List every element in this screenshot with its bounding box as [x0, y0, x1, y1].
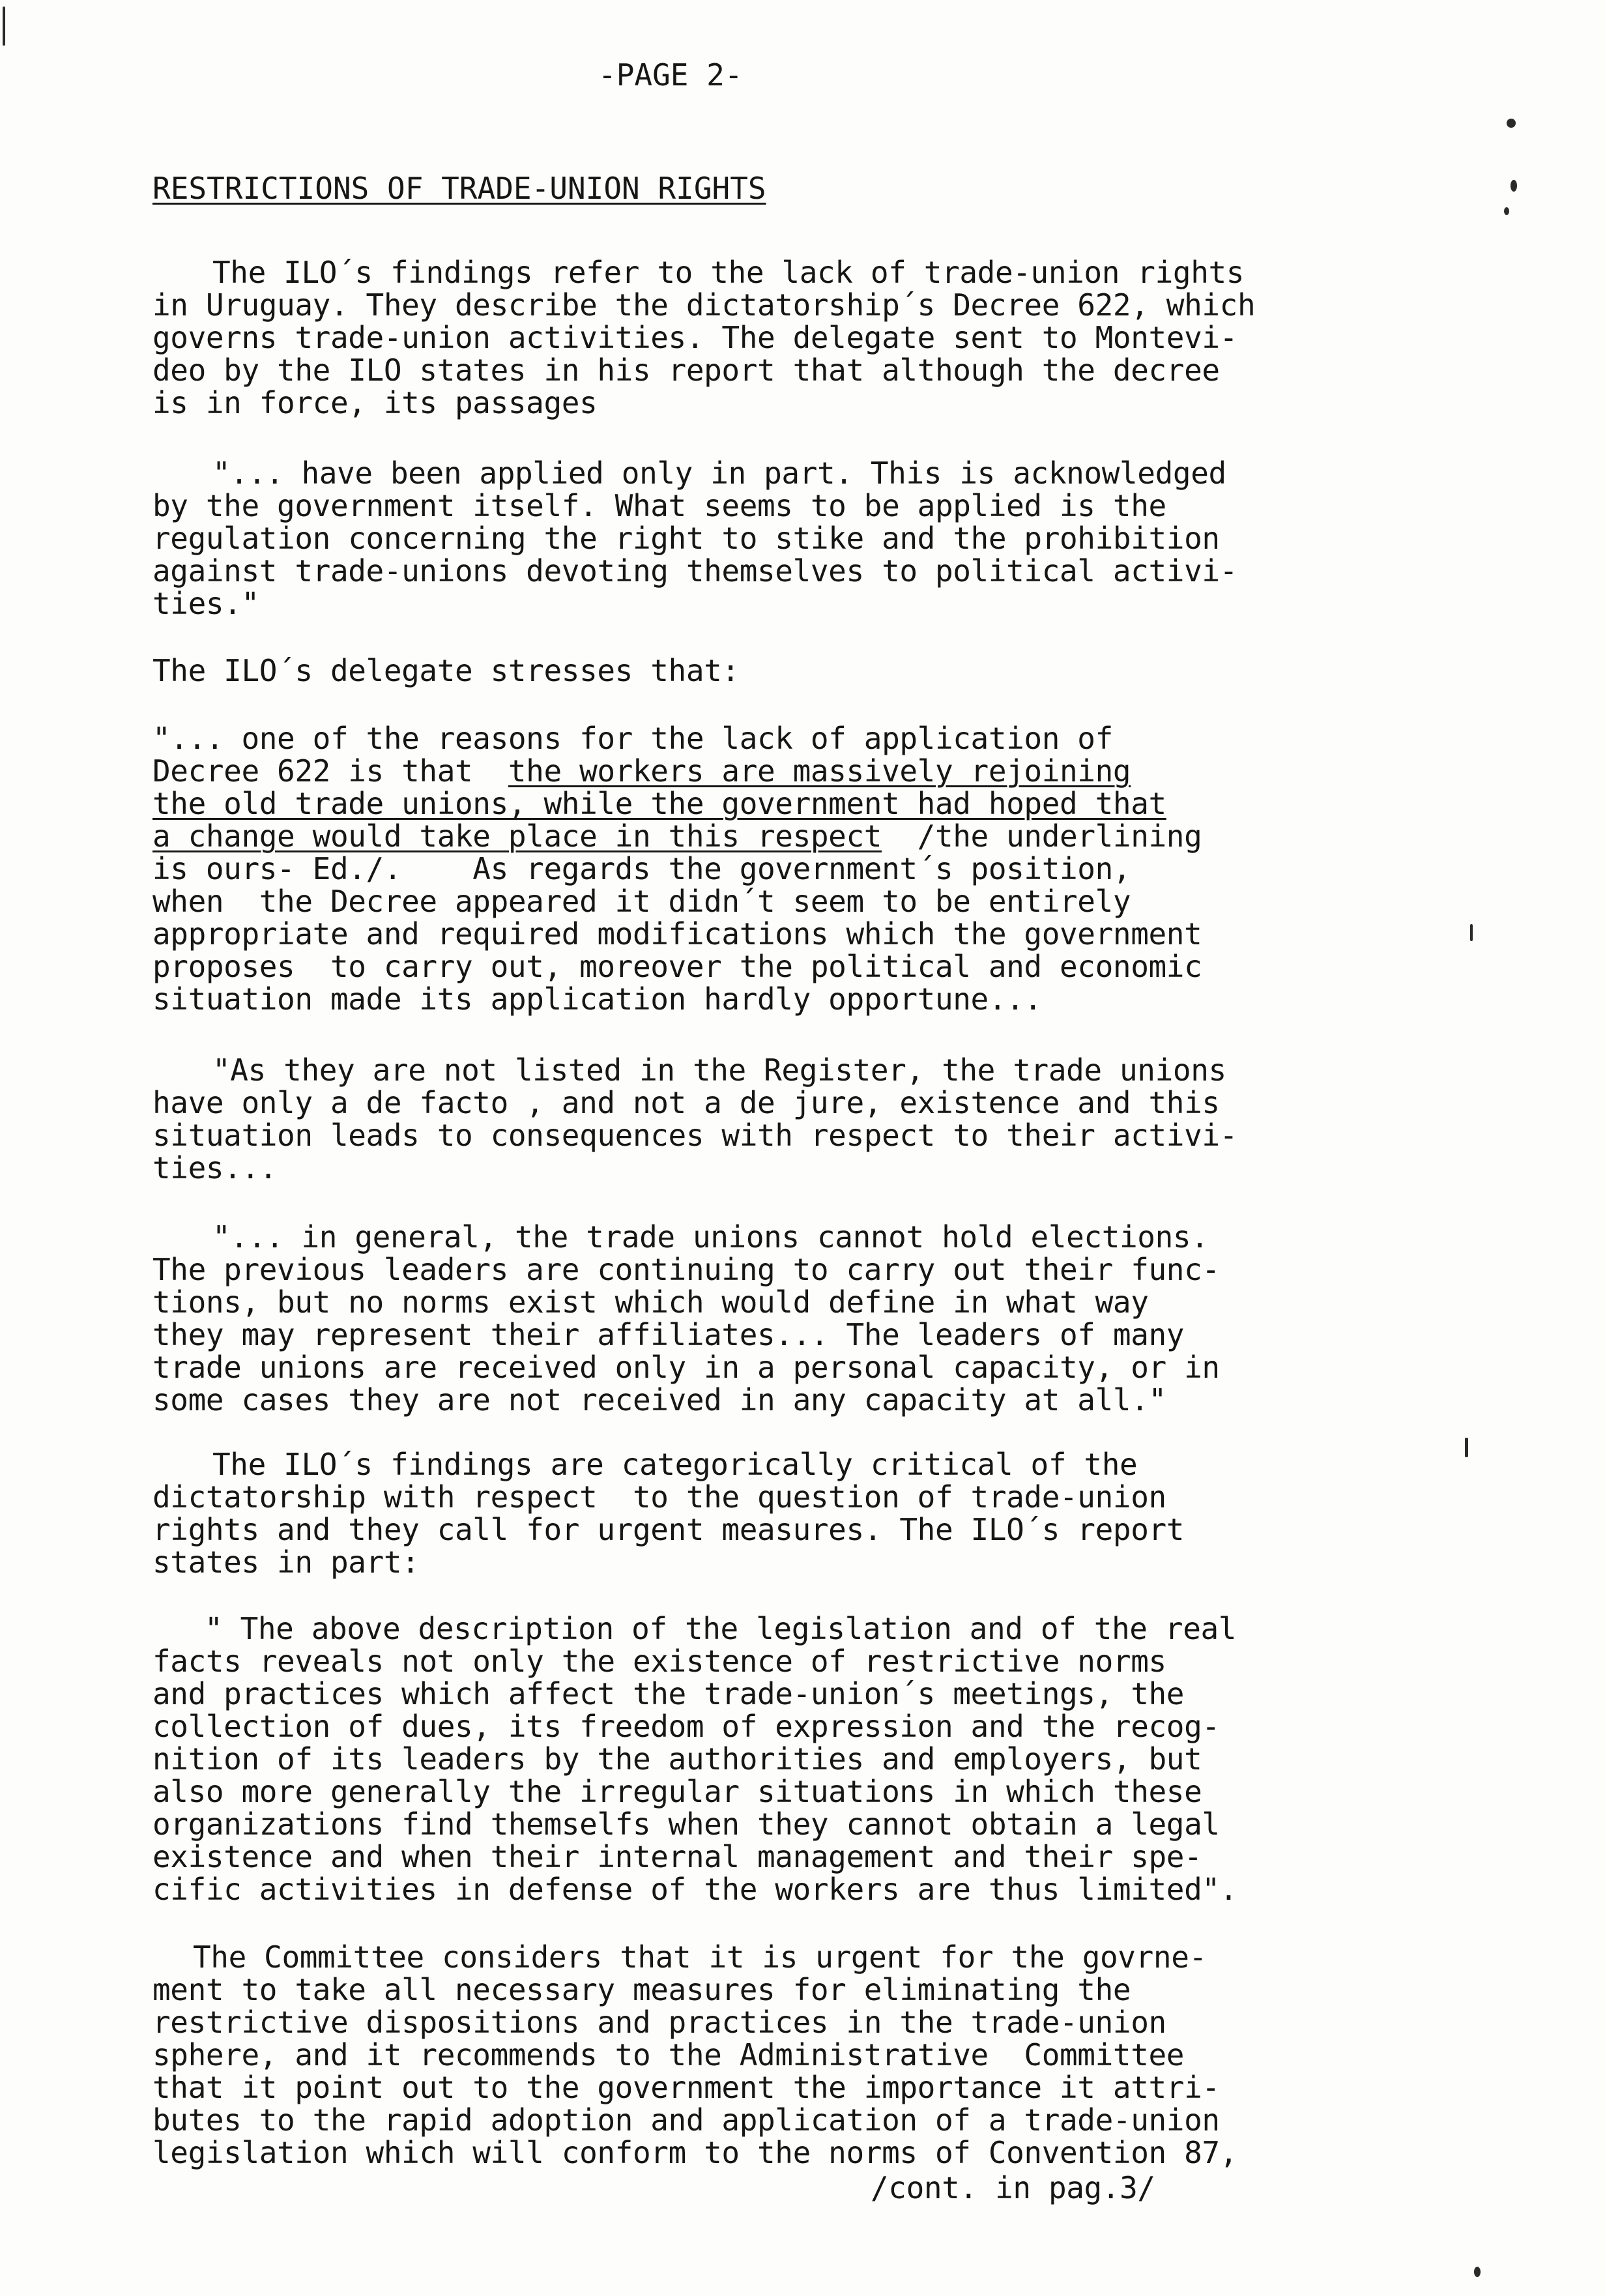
text-span: Decree 622 is that	[152, 753, 508, 789]
text-line: is in force, its passages	[152, 385, 598, 420]
scan-speck	[1474, 2267, 1481, 2277]
text-line: states in part:	[152, 1545, 420, 1580]
text-line: legislation which will conform to the norms of Convention 87,	[152, 2135, 1237, 2170]
scan-mark	[1470, 924, 1473, 941]
text-line	[152, 755, 1131, 787]
delegate-stresses-line: The ILO´s delegate stresses that:	[152, 653, 740, 688]
text-line: tions, but no norms exist which would define in what way	[152, 1285, 1149, 1320]
text-line: The Committee considers that it is urgent for the govrne-	[193, 1940, 1207, 1975]
underlined-text: a change would take place in this respect	[152, 819, 882, 854]
text-line: rights and they call for urgent measures. The ILO´s report	[152, 1512, 1185, 1547]
text-line: they may represent their affiliates... The leaders of many	[152, 1317, 1185, 1352]
text-line: governs trade-union activities. The delegate sent to Montevi-	[152, 320, 1237, 355]
text-line: collection of dues, its freedom of expression and the recog-	[152, 1709, 1220, 1744]
text-line: cific activities in defense of the workers are thus limited".	[152, 1872, 1237, 1907]
text-line: existence and when their internal management and their spe-	[152, 1839, 1202, 1874]
text-line: situation made its application hardly opportune...	[152, 981, 1042, 1017]
text-line: The ILO´s findings are categorically critical of the	[212, 1447, 1138, 1482]
text-line: regulation concerning the right to stike and the prohibition	[152, 521, 1220, 556]
scan-mark	[1465, 1438, 1468, 1457]
text-line: "... in general, the trade unions cannot hold elections.	[212, 1219, 1209, 1255]
text-line: appropriate and required modifications which the government	[152, 916, 1202, 952]
text-line: by the government itself. What seems to be applied is the	[152, 488, 1166, 523]
text-line: " The above description of the legislation and of the real	[205, 1611, 1237, 1646]
text-line: some cases they are not received in any capacity at all."	[152, 1382, 1166, 1417]
text-line: proposes to carry out, moreover the political and economic	[152, 949, 1202, 984]
text-line: against trade-unions devoting themselves to political activi-	[152, 553, 1237, 589]
scan-speck	[1507, 119, 1516, 128]
text-line: have only a de facto , and not a de jure, existence and this	[152, 1085, 1220, 1120]
text-span: /the underlining	[882, 819, 1202, 854]
continuation-note: /cont. in pag.3/	[871, 2170, 1155, 2205]
text-line: in Uruguay. They describe the dictatorship´s Decree 622, which	[152, 287, 1256, 323]
text-line: "As they are not listed in the Register, the trade unions	[212, 1053, 1226, 1088]
text-line: that it point out to the government the importance it attri-	[152, 2070, 1220, 2105]
underlined-text: the old trade unions, while the government had hoped that	[152, 786, 1166, 821]
text-line: deo by the ILO states in his report that although the decree	[152, 353, 1220, 388]
text-line: ties."	[152, 586, 259, 621]
page-number: -PAGE 2-	[598, 57, 743, 93]
text-line: ties...	[152, 1150, 278, 1185]
text-line: and practices which affect the trade-union´s meetings, the	[152, 1676, 1185, 1711]
text-line: also more generally the irregular situations in which these	[152, 1774, 1202, 1809]
scan-speck	[1504, 207, 1509, 215]
text-line: "... one of the reasons for the lack of application of	[152, 721, 1113, 756]
text-line: trade unions are received only in a personal capacity, or in	[152, 1350, 1220, 1385]
text-line: dictatorship with respect to the question of trade-union	[152, 1479, 1166, 1515]
text-line: "... have been applied only in part. This is acknowledged	[212, 456, 1226, 491]
text-line: organizations find themselfs when they cannot obtain a legal	[152, 1807, 1220, 1842]
text-line: facts reveals not only the existence of restrictive norms	[152, 1644, 1166, 1679]
text-line: The ILO´s findings refer to the lack of trade-union rights	[212, 255, 1245, 290]
scan-speck	[1511, 180, 1517, 192]
text-line	[152, 820, 1202, 852]
text-line: ment to take all necessary measures for eliminating the	[152, 1972, 1131, 2007]
text-line: when the Decree appeared it didn´t seem to be entirely	[152, 884, 1131, 919]
section-heading: RESTRICTIONS OF TRADE-UNION RIGHTS	[152, 171, 766, 206]
text-line: nition of its leaders by the authorities and employers, but	[152, 1741, 1202, 1777]
text-line	[152, 787, 1166, 820]
text-line: situation leads to consequences with respect to their activi-	[152, 1118, 1237, 1153]
text-line: sphere, and it recommends to the Administrative Committee	[152, 2037, 1185, 2072]
underlined-text: the workers are massively rejoining	[508, 753, 1131, 789]
text-line: restrictive dispositions and practices in the trade-union	[152, 2005, 1166, 2040]
scan-mark	[3, 7, 5, 46]
text-line: The previous leaders are continuing to carry out their func-	[152, 1252, 1220, 1287]
text-line: butes to the rapid adoption and application of a trade-union	[152, 2102, 1220, 2138]
text-line: is ours- Ed./. As regards the government´s position,	[152, 851, 1131, 886]
